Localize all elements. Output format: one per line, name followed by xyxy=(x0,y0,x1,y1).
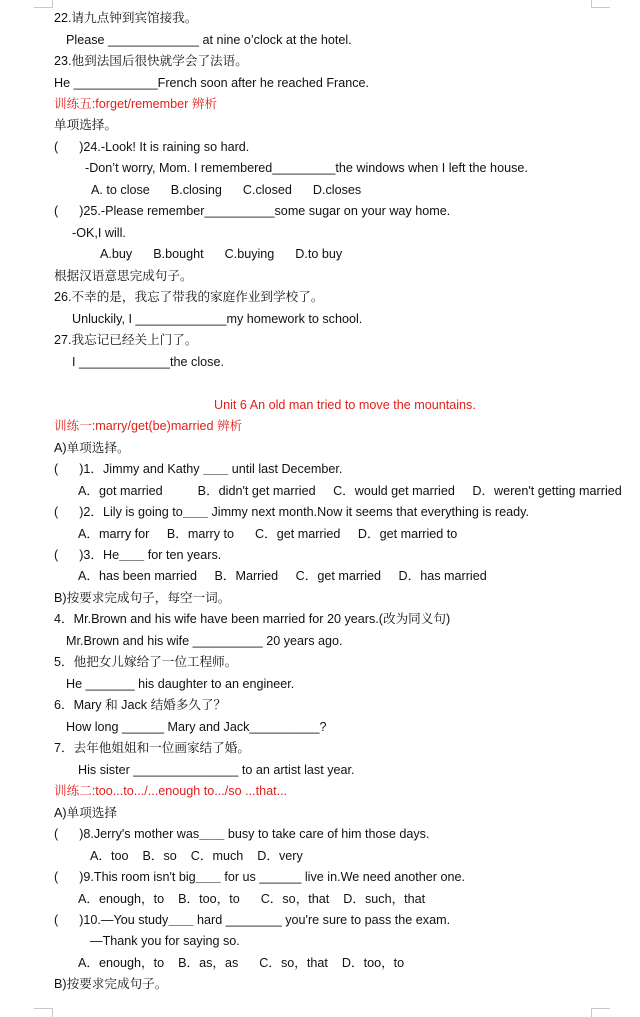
question-8-options: A．too B．so C．much D．very xyxy=(90,849,303,863)
question-9-stem: ( )9.This room isn't big＿＿ for us ______ live in.We need another one. xyxy=(54,870,465,884)
question-4-sentence: Mr.Brown and his wife __________ 20 years ago. xyxy=(66,634,343,648)
question-9-options: A．enough，to B．too，to C．so，that D．such，that xyxy=(78,892,426,906)
instruction-a-single-choice-2: A)单项选择 xyxy=(54,806,117,820)
section-heading-forget-remember: 训练五:forget/remember 辨析 xyxy=(54,97,218,111)
question-1-stem: ( )1．Jimmy and Kathy ＿＿ until last December. xyxy=(54,462,343,476)
question-24-options: A. to close B.closing C.closed D.closes xyxy=(91,183,362,197)
page-corner-mark-top-right xyxy=(591,0,610,8)
question-6-prompt: 6．Mary 和 Jack 结婚多久了？ xyxy=(54,698,227,712)
question-8-stem: ( )8.Jerry's mother was＿＿ busy to take care of him those days. xyxy=(54,827,430,841)
question-23-prompt: 23.他到法国后很快就学会了法语。 xyxy=(54,54,248,68)
question-27-prompt: 27.我忘记已经关上门了。 xyxy=(54,333,198,347)
question-2-stem: ( )2．Lily is going to＿＿ Jimmy next month.Now it seems that everything is ready. xyxy=(54,505,529,519)
question-10-reply: —Thank you for saying so. xyxy=(90,934,240,948)
question-3-stem: ( )3．He＿＿ for ten years. xyxy=(54,548,222,562)
instruction-b-complete: B)按要求完成句子，每空一词。 xyxy=(54,591,231,605)
instruction-complete-sentences: 根据汉语意思完成句子。 xyxy=(54,269,193,283)
question-4-stem: 4．Mr.Brown and his wife have been married for 20 years.(改为同义句) xyxy=(54,612,451,626)
question-23-sentence: He ____________French soon after he reached France. xyxy=(54,76,370,90)
unit-6-title: Unit 6 An old man tried to move the mountains. xyxy=(214,398,476,412)
page-corner-mark-top-left xyxy=(34,0,53,8)
question-2-options: A．marry for B．marry to C．get married D．get married to xyxy=(78,527,458,541)
question-1-options: A．got married B．didn't get married C．would get married D．weren't getting married xyxy=(78,484,622,498)
instruction-single-choice: 单项选择。 xyxy=(54,118,117,132)
question-5-sentence: He _______ his daughter to an engineer. xyxy=(66,677,295,691)
question-5-prompt: 5．他把女儿嫁给了一位工程师。 xyxy=(54,655,238,669)
question-25-stem: ( )25.-Please remember__________some sugar on your way home. xyxy=(54,204,451,218)
question-22-sentence: Please _____________ at nine o’clock at the hotel. xyxy=(66,33,352,47)
question-6-sentence: How long ______ Mary and Jack__________? xyxy=(66,720,327,734)
question-25-reply: -OK,I will. xyxy=(72,226,126,240)
question-10-stem: ( )10.—You study＿＿ hard ________ you're sure to pass the exam. xyxy=(54,913,451,927)
instruction-b-complete-2: B)按要求完成句子。 xyxy=(54,977,168,991)
section-heading-marry: 训练一:marry/get(be)married 辨析 xyxy=(54,419,243,433)
question-7-prompt: 7．去年他姐姐和一位画家结了婚。 xyxy=(54,741,250,755)
question-25-options: A.buy B.bought C.buying D.to buy xyxy=(100,247,343,261)
question-22-prompt: 22.请九点钟到宾馆接我。 xyxy=(54,11,198,25)
question-7-sentence: His sister _______________ to an artist last year. xyxy=(78,763,355,777)
question-10-options: A．enough，to B．as，as C．so，that D．too，to xyxy=(78,956,405,970)
question-24-stem: ( )24.-Look! It is raining so hard. xyxy=(54,140,250,154)
question-26-sentence: Unluckily, I _____________my homework to school. xyxy=(72,312,363,326)
instruction-a-single-choice: A)单项选择。 xyxy=(54,441,130,455)
section-heading-too-enough-so: 训练二:too...to.../...enough to.../so ...that... xyxy=(54,784,288,798)
question-24-reply: -Don’t worry, Mom. I remembered_________the windows when I left the house. xyxy=(85,161,528,175)
question-27-sentence: I _____________the close. xyxy=(72,355,224,369)
question-26-prompt: 26.不幸的是，我忘了带我的家庭作业到学校了。 xyxy=(54,290,324,304)
question-3-options: A．has been married B．Married C．get married D．has married xyxy=(78,569,487,583)
